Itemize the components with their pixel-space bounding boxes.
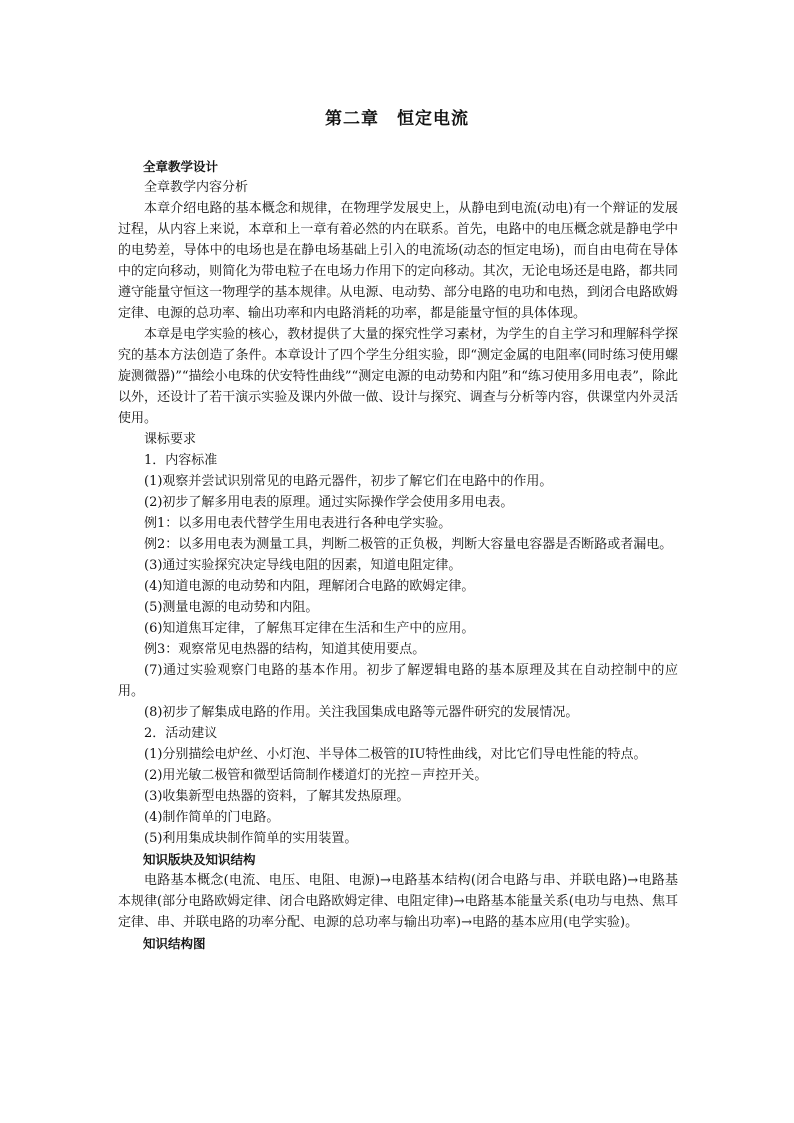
paragraph: 本章介绍电路的基本概念和规律，在物理学发展史上，从静电到电流(动电)有一个辩证的发展过程，从内容上来说，本章和上一章有着必然的内在联系。首先，电路中的电压概念就是静电学中的电势差，导体中的电场也是在静电场基础上引入的电流场(动态的恒定电场)，而自由电荷在导体中的定向移动，则简化为带电粒子在电场力作用下的定向移动。其次，无论电场还是电路，都共同遵守能量守恒这一物理学的基本规律。从电源、电动势、部分电路的电功和电热，到闭合电路欧姆定律、电源的总功率、输出功率和内电路消耗的功率，都是能量守恒的具体体现。 — [118, 201, 678, 321]
list-item: (6)知道焦耳定律，了解焦耳定律在生活和生产中的应用。 — [144, 621, 475, 636]
list-item: (1)分别描绘电炉丝、小灯泡、半导体二极管的IU特性曲线，对比它们导电性能的特点。 — [144, 747, 647, 762]
list-item: (4)制作简单的门电路。 — [144, 810, 280, 825]
paragraph: 本章是电学实验的核心，教材提供了大量的探究性学习素材，为学生的自主学习和理解科学探究的基本方法创造了条件。本章设计了四个学生分组实验，即“测定金属的电阻率(同时练习使用螺旋测微器)”“描绘小电珠的伏安特性曲线”“测定电源的电动势和内阻”和“练习使用多用电表”，除此以外，还设计了若干演示实验及课内外做一做、设计与探究、调查与分析等内容，供课堂内外灵活使用。 — [118, 327, 678, 426]
example-item: 例3：观察常见电热器的结构，知道其使用要点。 — [144, 642, 426, 657]
document-body — [118, 156, 678, 954]
list-item: (1)观察并尝试识别常见的电路元器件，初步了解它们在电路中的作用。 — [144, 474, 553, 489]
list-item: (3)收集新型电热器的资料，了解其发热原理。 — [144, 789, 410, 804]
paragraph: 电路基本概念(电流、电压、电阻、电源)→电路基本结构(闭合电路与串、并联电路)→电路基本规律(部分电路欧姆定律、闭合电路欧姆定律、电阻定律)→电路基本能量关系(电功与电热、焦耳定律、串、并联电路的功率分配、电源的总功率与输出功率)→电路的基本应用(电学实验)。 — [118, 873, 678, 930]
list-item: (5)利用集成块制作简单的实用装置。 — [144, 831, 358, 846]
list-item: (8)初步了解集成电路的作用。关注我国集成电路等元器件研究的发展情况。 — [144, 705, 579, 720]
example-item: 例1：以多用电表代替学生用电表进行各种电学实验。 — [144, 516, 452, 531]
subsection-label: 课标要求 — [144, 432, 197, 447]
list-heading: 2．活动建议 — [144, 726, 218, 741]
list-item: (2)初步了解多用电表的原理。通过实际操作学会使用多用电表。 — [144, 495, 514, 510]
list-item: (4)知道电源的电动势和内阻，理解闭合电路的欧姆定律。 — [144, 579, 475, 594]
section-heading: 知识版块及知识结构 — [143, 852, 256, 867]
chapter-title: 第二章 恒定电流 — [325, 109, 469, 129]
list-item: (3)通过实验探究决定导线电阻的因素，知道电阻定律。 — [144, 558, 462, 573]
list-item: (2)用光敏二极管和微型话筒制作楼道灯的光控－声控开关。 — [144, 768, 488, 783]
list-item: (5)测量电源的电动势和内阻。 — [144, 600, 319, 615]
list-heading: 1．内容标准 — [144, 453, 218, 468]
list-item: (7)通过实验观察门电路的基本作用。初步了解逻辑电路的基本原理及其在自动控制中的应用。 — [118, 663, 678, 699]
example-item: 例2：以多用电表为测量工具，判断二极管的正负极，判断大容量电容器是否断路或者漏电。 — [144, 537, 673, 552]
section-heading: 全章教学设计 — [143, 159, 219, 174]
section-heading: 知识结构图 — [143, 936, 206, 951]
subsection-label: 全章教学内容分析 — [144, 180, 249, 195]
